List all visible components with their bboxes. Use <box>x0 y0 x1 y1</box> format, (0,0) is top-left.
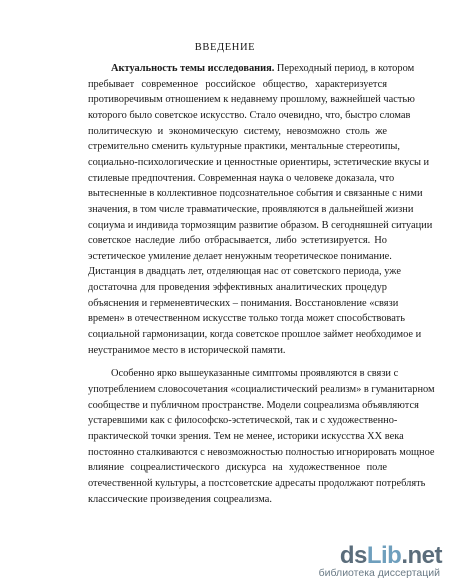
text-line: отечественной культуры, а постсоветские адресаты продолжают потреблять <box>88 477 426 489</box>
text-line: стремительно сменить культурные практики, ментальные стереотипы, <box>88 141 401 153</box>
text-line: эстетическое умиление делает ненужным теоретическое понимание. <box>88 250 392 262</box>
text-line: социума и индивида тормозящим развитие образом. В сегодняшней ситуации <box>88 219 433 231</box>
text-line: значения, в том числе травматические, проявляются в дальнейшей жизни <box>88 203 414 215</box>
text-line: сообществе и публичном пространстве. Модели соцреализма объявляются <box>88 399 419 411</box>
text-line: объяснения и герменевтических – понимания. Восстановление «связи <box>88 297 399 309</box>
text-line: социально-психологические и ценностные ориентиры, эстетические вкусы и <box>88 156 430 168</box>
text-line: политическую и экономическую систему, невозможно столь же <box>88 125 387 137</box>
lead-heading: Актуальность темы исследования. <box>111 63 275 74</box>
text-line: употреблением словосочетания «социалистический реализм» в гуманитарном <box>88 384 435 395</box>
watermark <box>272 542 442 579</box>
text-line: вытесненные в коллективное подсознательное события и связанные с ними <box>88 188 423 200</box>
logo-part-ds: ds <box>339 542 367 569</box>
text-line: пребывает современное российское общество, характеризуется <box>88 78 387 90</box>
lead-text: Переходный период, в котором <box>274 63 415 74</box>
text-line: устаревшими как с философско-эстетической, так и с художественно- <box>88 415 398 427</box>
text-line <box>111 62 415 76</box>
text-line: неустранимое место в исторической памяти. <box>88 344 286 356</box>
logo-part-lib: Lib <box>366 542 402 569</box>
dslib-logo <box>339 542 442 569</box>
text-line: которого было советское искусство. Стало очевидно, что, быстро сломав <box>88 109 411 121</box>
text-line: противоречивым отношением к недавнему прошлому, важнейшей частью <box>88 94 415 106</box>
text-line: стилевые предпочтения. Современная наука о человеке доказала, что <box>88 172 395 184</box>
watermark-tagline: библиотека диссертаций <box>318 567 440 579</box>
text-line: классические произведения соцреализма. <box>88 493 272 505</box>
text-line: Особенно ярко вышеуказанные симптомы проявляются в связи с <box>111 368 399 380</box>
text-line: времен» в отечественном искусстве только тогда может способствовать <box>88 313 405 325</box>
text-line: Дистанция в двадцать лет, отделяющая нас от советского периода, уже <box>88 266 401 278</box>
section-title: ВВЕДЕНИЕ <box>194 42 256 53</box>
text-line: постоянно сталкиваются с невозможностью полностью игнорировать мощное <box>88 446 435 458</box>
text-line: социальной гармонизации, когда советское прошлое займет необходимое и <box>88 329 422 341</box>
text-line: достаточна для проведения эффективных аналитических процедур <box>88 282 387 294</box>
text-line: влияние соцреалистического дискурса на художественное поле <box>88 462 387 474</box>
text-line: советское наследие либо отбрасывается, либо эстетизируется. Но <box>88 235 387 247</box>
text-line: практической точки зрения. Тем не менее, историки искусства XX века <box>88 430 404 442</box>
logo-part-net: .net <box>401 542 442 569</box>
